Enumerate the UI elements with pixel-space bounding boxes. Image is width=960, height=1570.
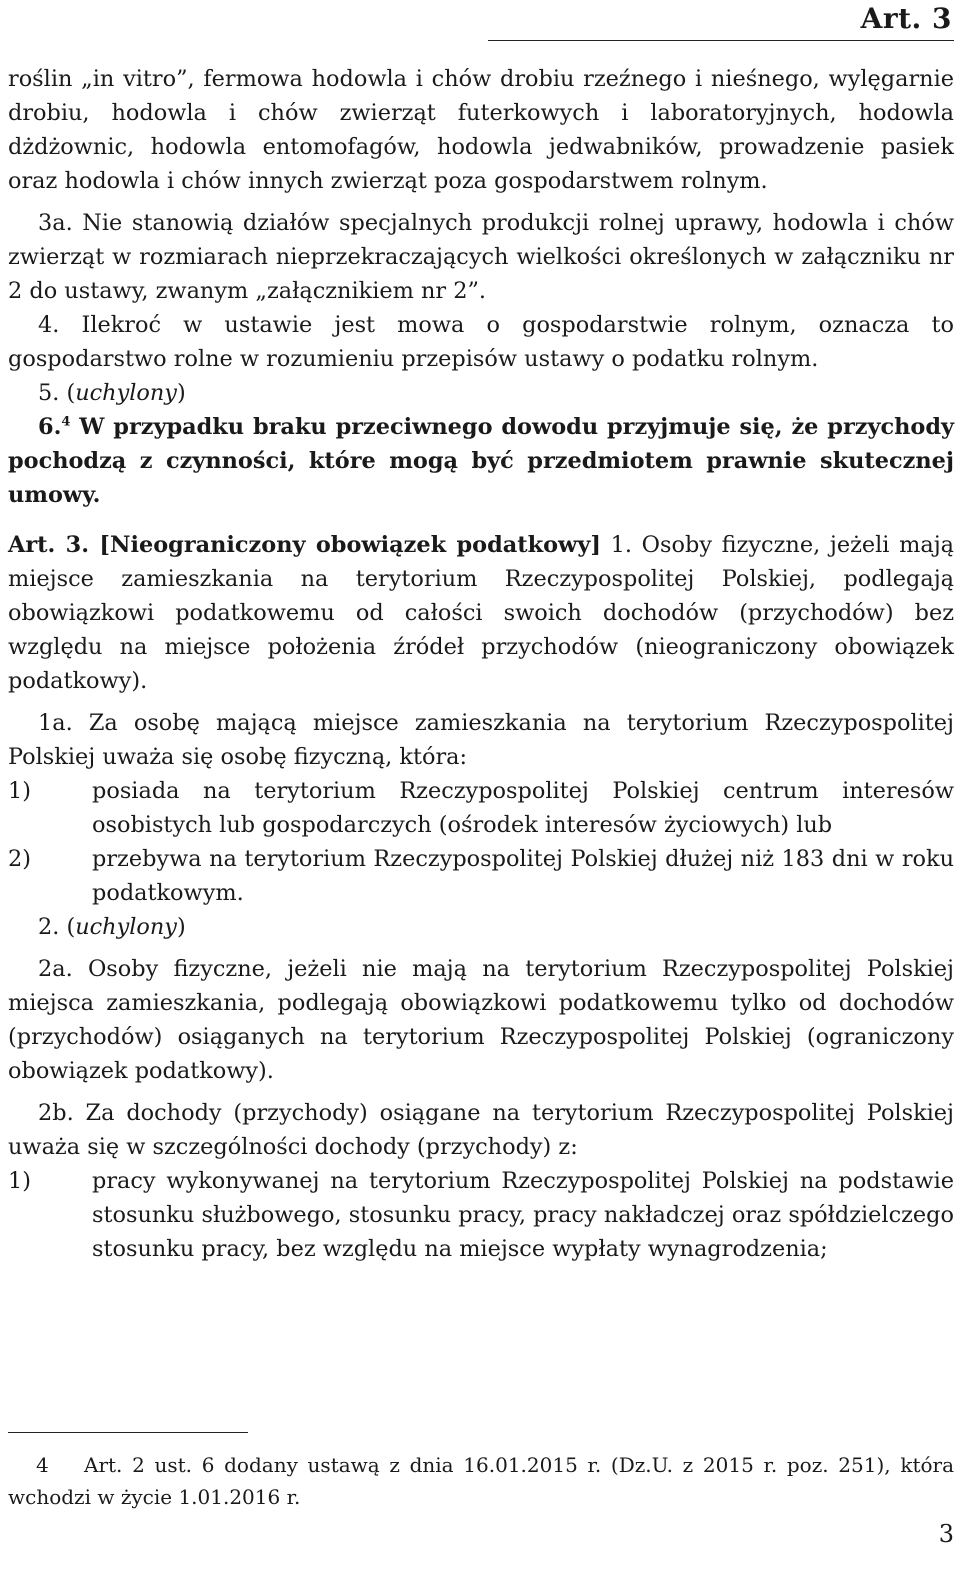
list-item-number: 2) xyxy=(8,846,31,872)
paragraph-4: 4. Ilekroć w ustawie jest mowa o gospodarstwie rolnym, oznacza to gospodarstwo rolne w rozumieniu przepisów ustawy o podatku rolnym. xyxy=(8,312,954,372)
footnote-text: Art. 2 ust. 6 dodany ustawą z dnia 16.01.2015 r. (Dz.U. z 2015 r. poz. 251), która wchodzi w życie 1.01.2016 r. xyxy=(8,1453,954,1509)
article-3 xyxy=(8,528,954,698)
list-item xyxy=(8,1164,954,1266)
paragraph-5-number: 5. ( xyxy=(38,380,76,406)
paragraph-1a: 1a. Za osobę mającą miejsce zamieszkania na terytorium Rzeczypospolitej Polskiej uważa się osobę fizyczną, która: xyxy=(8,710,954,770)
list-item-text: przebywa na terytorium Rzeczypospolitej Polskiej dłużej niż 183 dni w roku podatkowym. xyxy=(92,846,954,906)
footnote-mark: 4 xyxy=(36,1453,49,1477)
list-item-number: 1) xyxy=(8,1168,31,1194)
paragraph-2-close: ) xyxy=(176,914,186,940)
footnote-ref: 4 xyxy=(61,414,71,430)
paragraph-5 xyxy=(8,376,954,410)
footnote-rule xyxy=(8,1432,248,1433)
paragraph-6-number: 6. xyxy=(38,414,62,440)
paragraph-continued: roślin „in vitro”, fermowa hodowla i chów drobiu rzeźnego i nieśnego, wylęgarnie drobiu, hodowla i chów zwierząt futerkowych i laboratoryjnych, hodowla dżdżownic, hodowla entomofagów, hodowla jedwabników, prowadzenie pasiek oraz hodowla i chów innych zwierząt poza gospodarstwem rolnym. xyxy=(8,66,954,194)
header-rule xyxy=(488,40,954,41)
repealed-note: uchylony xyxy=(75,380,177,406)
paragraph-5-close: ) xyxy=(176,380,186,406)
paragraph-2 xyxy=(8,910,954,944)
footnote xyxy=(8,1449,954,1513)
paragraph-3a: 3a. Nie stanowią działów specjalnych produkcji rolnej uprawy, hodowla i chów zwierząt w rozmiarach nieprzekraczających wielkości określonych w załączniku nr 2 do ustawy, zwanym „załącznikiem nr 2”. xyxy=(8,210,954,304)
paragraph-2b: 2b. Za dochody (przychody) osiągane na terytorium Rzeczypospolitej Polskiej uważa się w szczególności dochody (przychody) z: xyxy=(8,1100,954,1160)
list-item xyxy=(8,774,954,842)
list-item-text: posiada na terytorium Rzeczypospolitej Polskiej centrum interesów osobistych lub gospodarczych (ośrodek interesów życiowych) lub xyxy=(92,778,954,838)
list-item xyxy=(8,842,954,910)
list-item-number: 1) xyxy=(8,778,31,804)
list-item-text: pracy wykonywanej na terytorium Rzeczypospolitej Polskiej na podstawie stosunku służbowego, stosunku pracy, pracy nakładczej oraz spółdzielczego stosunku pracy, bez względu na miejsce wypłaty wynagrodzenia; xyxy=(92,1168,954,1262)
paragraph-6-text: W przypadku braku przeciwnego dowodu przyjmuje się, że przychody pochodzą z czynności, które mogą być przedmiotem prawnie skutecznej umowy. xyxy=(8,414,954,508)
paragraph-6 xyxy=(8,410,954,512)
article-3-text: 1. Osoby fizyczne, jeżeli mają miejsce zamieszkania na terytorium Rzeczypospolitej Polskiej, podlegają obowiązkowi podatkowemu od całości swoich dochodów (przychodów) bez względu na miejsce położenia źródeł przychodów (nieograniczony obowiązek podatkowy). xyxy=(8,532,955,694)
repealed-note: uchylony xyxy=(75,914,177,940)
paragraph-2a: 2a. Osoby fizyczne, jeżeli nie mają na terytorium Rzeczypospolitej Polskiej miejsca zamieszkania, podlegają obowiązkowi podatkowemu tylko od dochodów (przychodów) osiąganych na terytorium Rzeczypospolitej Polskiej (ograniczony obowiązek podatkowy). xyxy=(8,956,954,1084)
paragraph-2-number: 2. ( xyxy=(38,914,76,940)
page-body xyxy=(8,62,954,1266)
running-head: Art. 3 xyxy=(860,2,952,35)
page-number: 3 xyxy=(938,1520,954,1548)
article-3-heading: Art. 3. [Nieograniczony obowiązek podatkowy] xyxy=(8,532,601,558)
